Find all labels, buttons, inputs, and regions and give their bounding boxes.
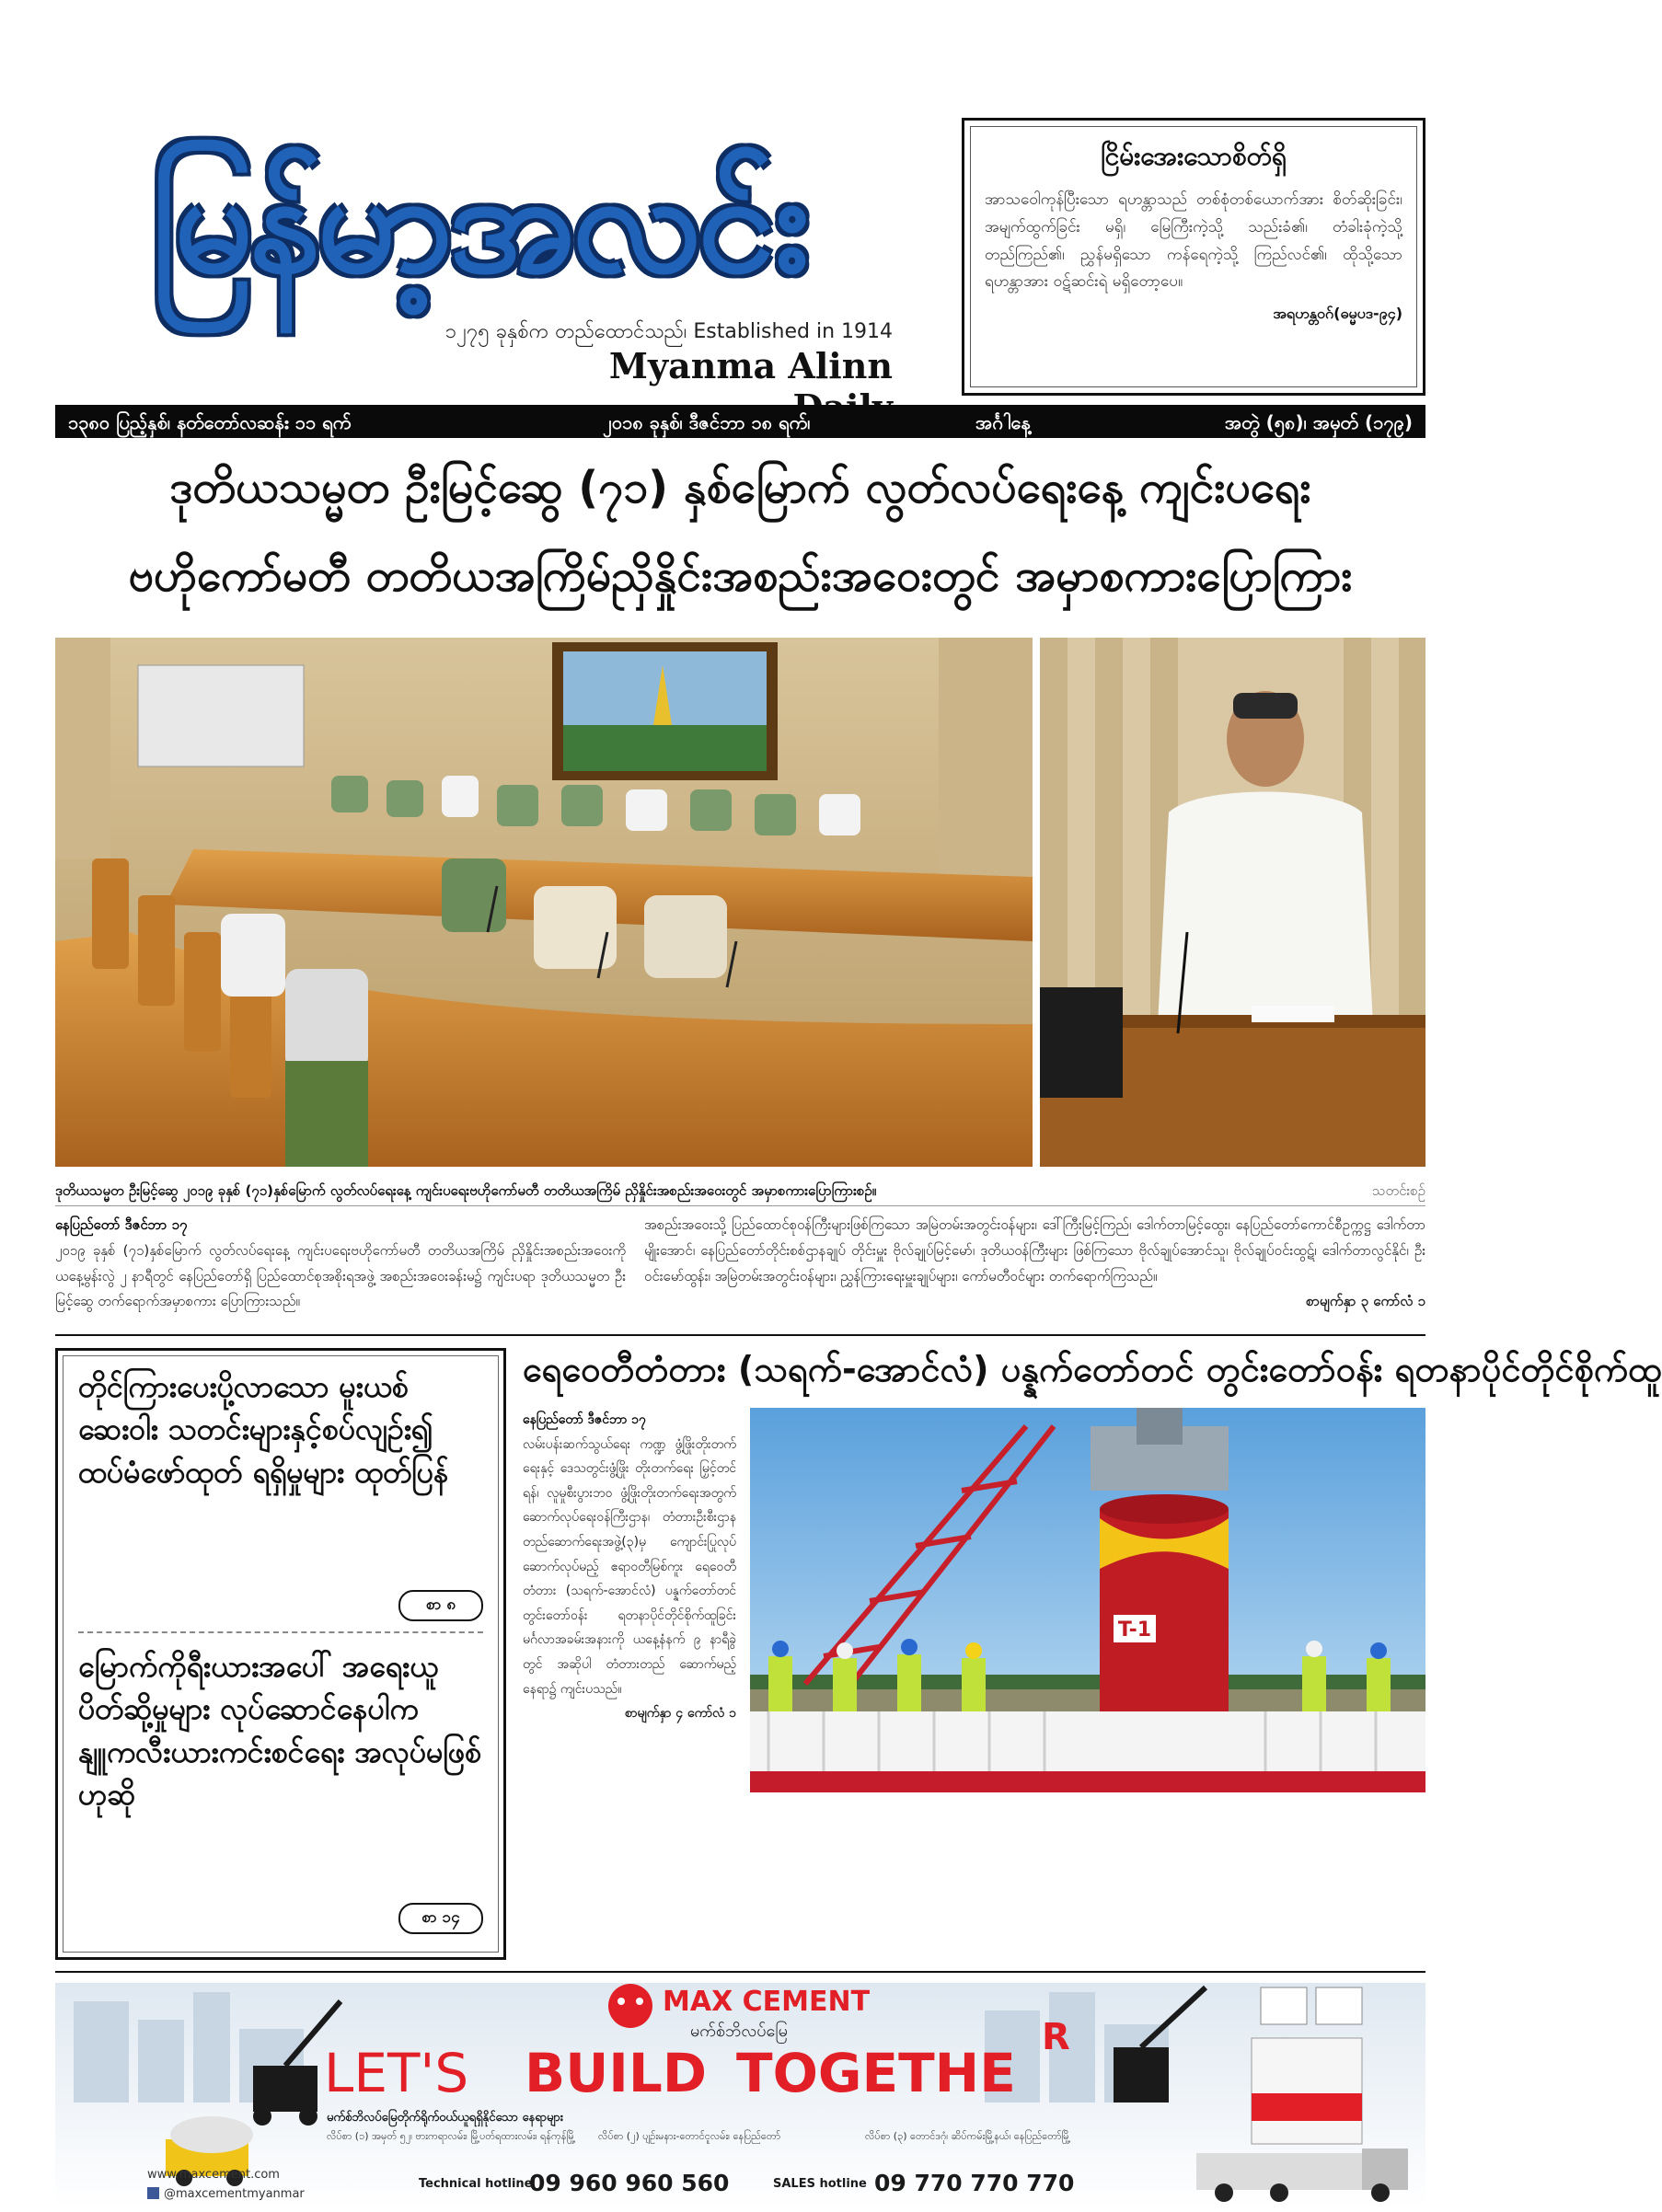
- ad-slogan-lets: LET'S: [324, 2042, 469, 2104]
- facebook-icon: [147, 2187, 159, 2199]
- lead-dateline: နေပြည်တော် ဒီဇင်ဘာ ၁၇: [55, 1216, 188, 1233]
- lead-story-text-2: အစည်းအဝေးသို့ ပြည်ထောင်စုဝန်ကြီးများဖြစ်ကြသော အမြဲတမ်းအတွင်းဝန်များ၊ ဒေါ်ကြီးမြင့်ကြည်၊ ဒေါက်တာမြင့်ထွေး၊ နေပြည်တော်ကောင်စီဥက္ကဋ္ဌ ဒေါက်တာမျိုးအောင်၊ နေပြည်တော်တိုင်းစစ်ဌာနချုပ် တိုင်းမှူး ဗိုလ်ချုပ်မြင့်မော်၊ ဒုတိယဝန်ကြီးများ ဖြစ်ကြသော ဗိုလ်ချုပ်အောင်သူ၊ ဗိုလ်ချုပ်ဝင်းထွဋ်၊ ဒေါက်တာလွင်နိုင်၊ ဦးဝင်းမော်ထွန်း၊ အမြဲတမ်းအတွင်းဝန်များ၊ ညွှန်ကြားရေးမှူးချုပ်များ၊ ကော်မတီဝင်များ တက်ရောက်ကြသည်။: [644, 1216, 1425, 1285]
- story2-photo-pile: [750, 1408, 1425, 1792]
- ad-sales-label: SALES hotline: [773, 2177, 867, 2191]
- divider: [55, 1205, 1425, 1206]
- lead-headline-line1: ဒုတိယသမ္မတ ဦးမြင့်ဆွေ (၇၁) နှစ်မြောက် လွတ်လပ်ရေးနေ့ ကျင်းပရေး: [169, 462, 1311, 513]
- proverb-title: ငြိမ်းအေးသောစိတ်ရှိ: [1100, 141, 1287, 171]
- ad-brand: MAX CEMENT: [663, 1986, 871, 2018]
- story2-continued[interactable]: စာမျက်နှာ ၄ ကော်လံ ၁: [624, 1706, 736, 1722]
- lead-photo-meeting: [55, 638, 1033, 1167]
- western-date: ၂၀၁၈ ခုနှစ်၊ ဒီဇင်ဘာ ၁၈ ရက်၊: [603, 411, 811, 433]
- issue-volume: အတွဲ (၅၈)၊ အမှတ် (၁၇၉): [1224, 411, 1413, 433]
- section-divider: [55, 1334, 1425, 1336]
- proverb-body: အာသဝေါကုန်ပြီးသော ရဟန္တာသည် တစ်စုံတစ်ယောက်အား စိတ်ဆိုးခြင်း၊ အမျက်ထွက်ခြင်း မရှိ၊ မြေကြီးကဲ့သို့ သည်းခံ၏၊ တံခါးခုံကဲ့သို့ တည်ကြည်၏၊ ညွှန်မရှိသော ကန်ရေကဲ့သို့ ကြည်လင်၏၊ ထိုသို့သော ရဟန္တာအား ဝဋ်ဆင်းရဲ မရှိတော့ပေ။: [985, 190, 1402, 292]
- teaser-headline-2[interactable]: မြောက်ကိုရီးယားအပေါ် အရေးယူပိတ်ဆို့မှုများ လုပ်ဆောင်နေပါက နျူကလီးယားကင်းစင်ရေး အလုပ်မဖြစ်ဟုဆို: [78, 1649, 482, 1813]
- weekday: အင်္ဂါနေ့: [975, 411, 1031, 433]
- ad-website[interactable]: www.maxcement.com: [147, 2168, 280, 2182]
- ad-tech-label: Technical hotline: [419, 2177, 533, 2191]
- story2-column: [523, 1408, 736, 1726]
- ad-brand-myanmar: မက်စ်ဘိလပ်မြေ: [690, 2022, 788, 2041]
- myanmar-date: ၁၃၈၀ ပြည့်နှစ်၊ နတ်တော်လဆန်း ၁၁ ရက်: [68, 411, 352, 433]
- photo-credit: သတင်းစဉ်: [1372, 1182, 1425, 1199]
- teaser-box: [55, 1348, 506, 1960]
- masthead-logo: မြန်မာ့အလင်း: [151, 144, 806, 304]
- ad-facebook[interactable]: @maxcementmyanmar: [164, 2187, 305, 2201]
- teaser-page-2[interactable]: စာ ၁၄: [398, 1903, 483, 1934]
- teaser-headline-1[interactable]: တိုင်ကြားပေးပို့လာသော မူးယစ်ဆေးဝါး သတင်းများနှင့်စပ်လျဉ်း၍ ထပ်မံဖော်ထုတ် ရရှိမှုများ ထုတ်ပြန်: [78, 1369, 449, 1490]
- proverb-source: အရဟန္တဝဂ်(ဓမ္မပဒ-၉၄): [1273, 305, 1402, 322]
- masthead-tagline: ၁၂၇၅ ခုနှစ်က တည်ထောင်သည်၊ Established in 1914: [444, 320, 893, 343]
- lead-story-column-1: [55, 1213, 626, 1315]
- ad-branch-1: လိပ်စာ (၁) အမှတ် ၅၂၊ ဗားကရာလမ်း၊ မြို့ပတ်ရထားလမ်း၊ ရန်ကုန်မြို့: [327, 2130, 576, 2142]
- ad-slogan-build: BUILD: [525, 2042, 707, 2104]
- ad-branch-3: လိပ်စာ (၃) တောင်ဒဂုံ၊ ဆိပ်ကမ်းမြို့နယ်၊ နေပြည်တော်မြို့: [865, 2130, 1071, 2142]
- teaser-page-1[interactable]: စာ ၈: [398, 1590, 483, 1621]
- ad-divider: [55, 1971, 1425, 1973]
- ad-slogan-r: R: [1042, 2016, 1070, 2058]
- teaser-divider: [78, 1631, 483, 1633]
- story2-text: လမ်းပန်းဆက်သွယ်ရေး ကဏ္ဍ ဖွံ့ဖြိုးတိုးတက်ရေးနှင့် ဒေသတွင်းဖွံ့ဖြိုး တိုးတက်ရေး မြှင့်တင်ရန်၊ လူမှုစီးပွားဘဝ ဖွံ့ဖြိုးတိုးတက်ရေးအတွက် ဆောက်လုပ်ရေးဝန်ကြီးဌာန၊ တံတားဦးစီးဌာန တည်ဆောက်ရေးအဖွဲ့(၃)မှ ကျောင်းပြုလုပ် ဆောက်လုပ်မည့် ဧရာဝတီမြစ်ကူး ရေဝေတီတံတား (သရက်-အောင်လံ) ပန္နက်တော်တင် တွင်းတော်ဝန်း ရတနာပိုင်တိုင်စိုက်ထူခြင်း မင်္ဂလာအခမ်းအနားကို ယနေ့နံနက် ၉ နာရီခွဲတွင် အဆိုပါ တံတားတည် ဆောက်မည့် နေရာ၌ ကျင်းပသည်။: [523, 1436, 736, 1697]
- story2-headline: ရေဝေတီတံတား (သရက်-အောင်လံ) ပန္နက်တော်တင် တွင်းတော်ဝန်း ရတနာပိုင်တိုင်စိုက်ထူ: [523, 1349, 1662, 1389]
- proverb-box: [962, 118, 1425, 396]
- max-cement-advertisement[interactable]: [55, 1983, 1425, 2208]
- lead-story-text-1: ၂၀၁၉ ခုနှစ် (၇၁)နှစ်မြောက် လွတ်လပ်ရေးနေ့ ကျင်းပရေးဗဟိုကော်မတီ တတိယအကြိမ် ညှိနှိုင်းအစည်းအဝေးကို ယနေ့မွန်းလွဲ ၂ နာရီတွင် နေပြည်တော်ရှိ ပြည်ထောင်စုအစိုးရအဖွဲ့ အစည်းအဝေးခန်းမ၌ ကျင်းပရာ ဒုတိယသမ္မတ ဦးမြင့်ဆွေ တက်ရောက်အမှာစကား ပြောကြားသည်။: [55, 1241, 626, 1310]
- lead-photo-caption: ဒုတိယသမ္မတ ဦးမြင့်ဆွေ ၂၀၁၉ ခုနှစ် (၇၁)နှစ်မြောက် လွတ်လပ်ရေးနေ့ ကျင်းပရေးဗဟိုကော်မတီ တတိယအကြိမ် ညှိနှိုင်းအစည်းအဝေးတွင် အမှာစကားပြောကြားစဉ်။: [55, 1182, 877, 1199]
- lead-headline-line2: ဗဟိုကော်မတီ တတိယအကြိမ်ညှိနှိုင်းအစည်းအဝေးတွင် အမှာစကားပြောကြား: [128, 550, 1353, 602]
- lead-story-column-2: [644, 1213, 1425, 1315]
- ad-sales-number[interactable]: 09 770 770 770: [874, 2170, 1075, 2196]
- pile-label: T-1: [1117, 1619, 1152, 1642]
- ad-dealers-title: မက်စ်ဘိလပ်မြေတိုက်ရိုက်ဝယ်ယူရရှိနိုင်သော နေရာများ: [327, 2111, 564, 2125]
- ad-branch-2: လိပ်စာ (၂) ပျဉ်းမနား-တောင်ငူလမ်း၊ နေပြည်တော်: [598, 2130, 781, 2142]
- lead-story-continued[interactable]: စာမျက်နှာ ၃ ကော်လံ ၁: [1306, 1293, 1425, 1310]
- ad-slogan-together: TOGETHE: [736, 2042, 1016, 2104]
- date-bar: [55, 405, 1425, 438]
- ad-tech-number[interactable]: 09 960 960 560: [529, 2170, 730, 2196]
- lead-photo-speaker: [1040, 638, 1425, 1167]
- masthead-title-english: Myanma Alinn: [608, 345, 893, 386]
- story2-dateline: နေပြည်တော် ဒီဇင်ဘာ ၁၇: [523, 1412, 646, 1427]
